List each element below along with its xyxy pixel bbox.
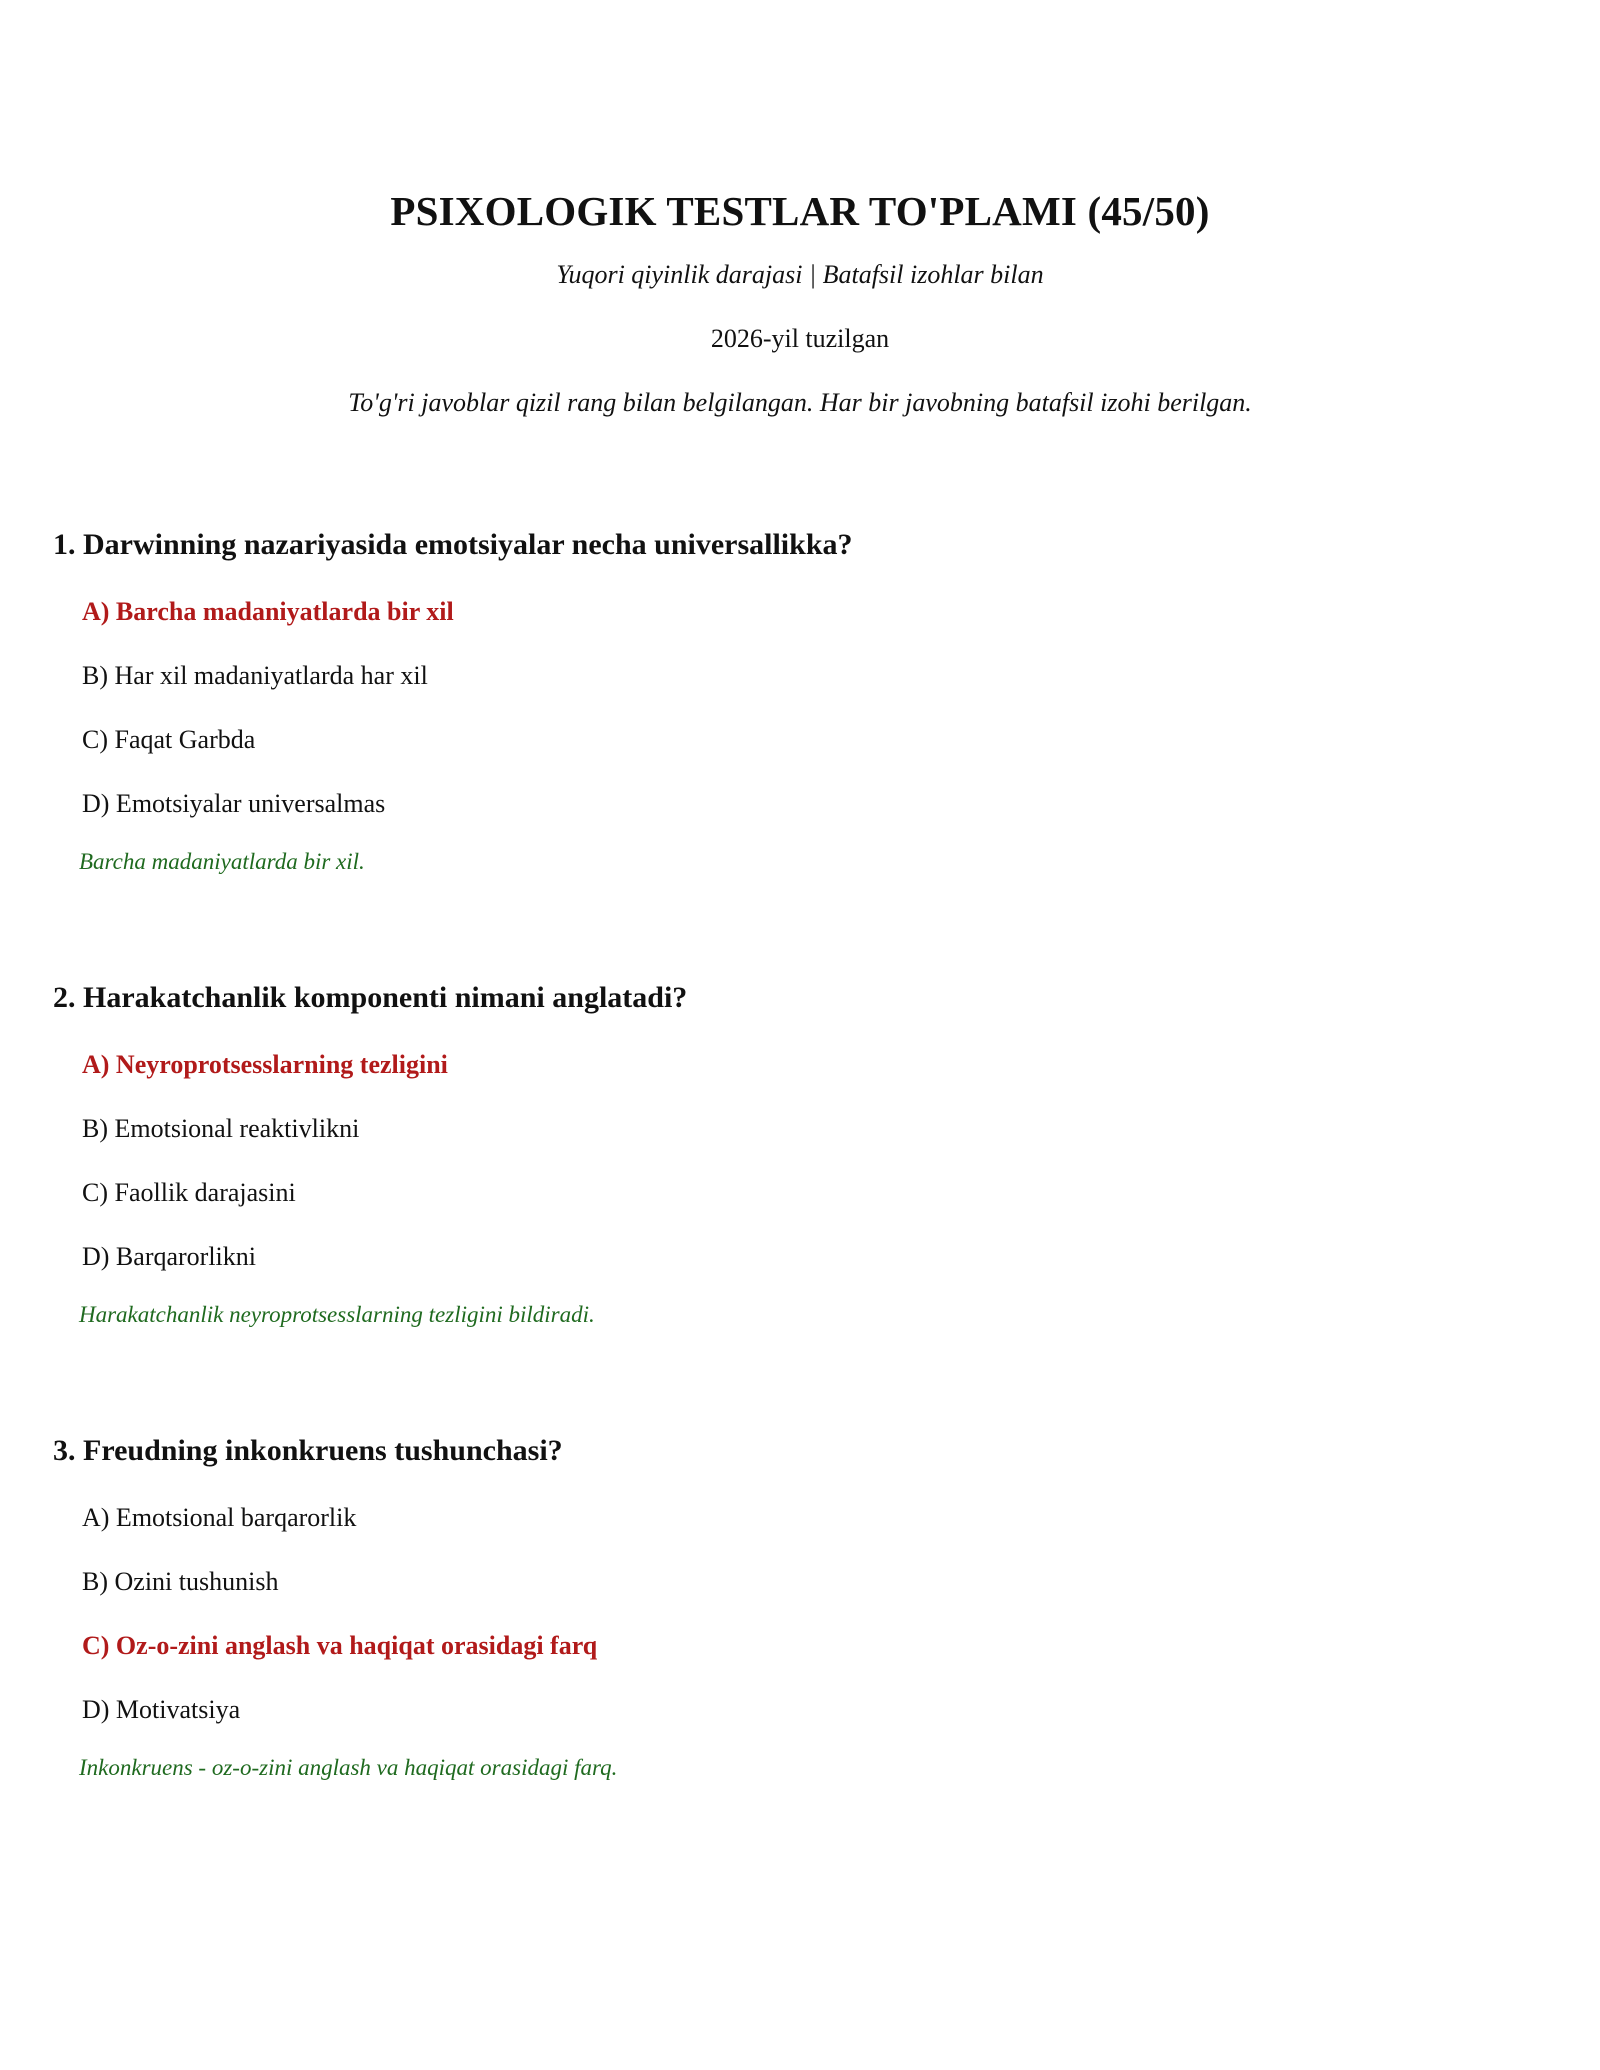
question-list	[53, 525, 1543, 1783]
question-title: 3. Freudning inkonkruens tushunchasi?	[53, 1434, 563, 1467]
answer-explanation: Harakatchanlik neyroprotsesslarning tezligini bildiradi.	[79, 1302, 595, 1327]
answer-option-d: D) Barqarorlikni	[82, 1242, 257, 1271]
answer-option-c: C) Faollik darajasini	[82, 1178, 296, 1207]
question-title: 2. Harakatchanlik komponenti nimani anglatadi?	[53, 981, 688, 1014]
document-header	[0, 0, 1600, 420]
document-title: PSIXOLOGIK TESTLAR TO'PLAMI (45/50)	[390, 188, 1210, 234]
answer-option-a: A) Emotsional barqarorlik	[82, 1503, 357, 1532]
question-2	[53, 978, 1543, 1330]
answer-option-c: C) Oz-o-zini anglash va haqiqat orasidagi farq	[82, 1631, 598, 1660]
answer-option-a: A) Neyroprotsesslarning tezligini	[82, 1050, 448, 1079]
answer-explanation: Barcha madaniyatlarda bir xil.	[79, 849, 365, 874]
answer-explanation: Inkonkruens - oz-o-zini anglash va haqiqat orasidagi farq.	[79, 1755, 618, 1780]
question-spacer	[53, 1330, 1543, 1431]
answer-option-b: B) Emotsional reaktivlikni	[82, 1114, 360, 1143]
question-title: 1. Darwinning nazariyasida emotsiyalar necha universallikka?	[53, 528, 853, 561]
question-spacer	[53, 877, 1543, 978]
question-1	[53, 525, 1543, 877]
answer-option-b: B) Ozini tushunish	[82, 1567, 279, 1596]
document-note: To'g'ri javoblar qizil rang bilan belgilangan. Har bir javobning batafsil izohi berilgan.	[348, 388, 1252, 417]
answer-option-d: D) Emotsiyalar universalmas	[82, 789, 386, 818]
answer-option-d: D) Motivatsiya	[82, 1695, 241, 1724]
answer-option-a: A) Barcha madaniyatlarda bir xil	[82, 597, 454, 626]
document-year: 2026-yil tuzilgan	[710, 324, 890, 353]
document-subtitle: Yuqori qiyinlik darajasi | Batafsil izohlar bilan	[556, 260, 1044, 289]
answer-option-b: B) Har xil madaniyatlarda har xil	[82, 661, 428, 690]
question-3	[53, 1431, 1543, 1783]
answer-option-c: C) Faqat Garbda	[82, 725, 256, 754]
